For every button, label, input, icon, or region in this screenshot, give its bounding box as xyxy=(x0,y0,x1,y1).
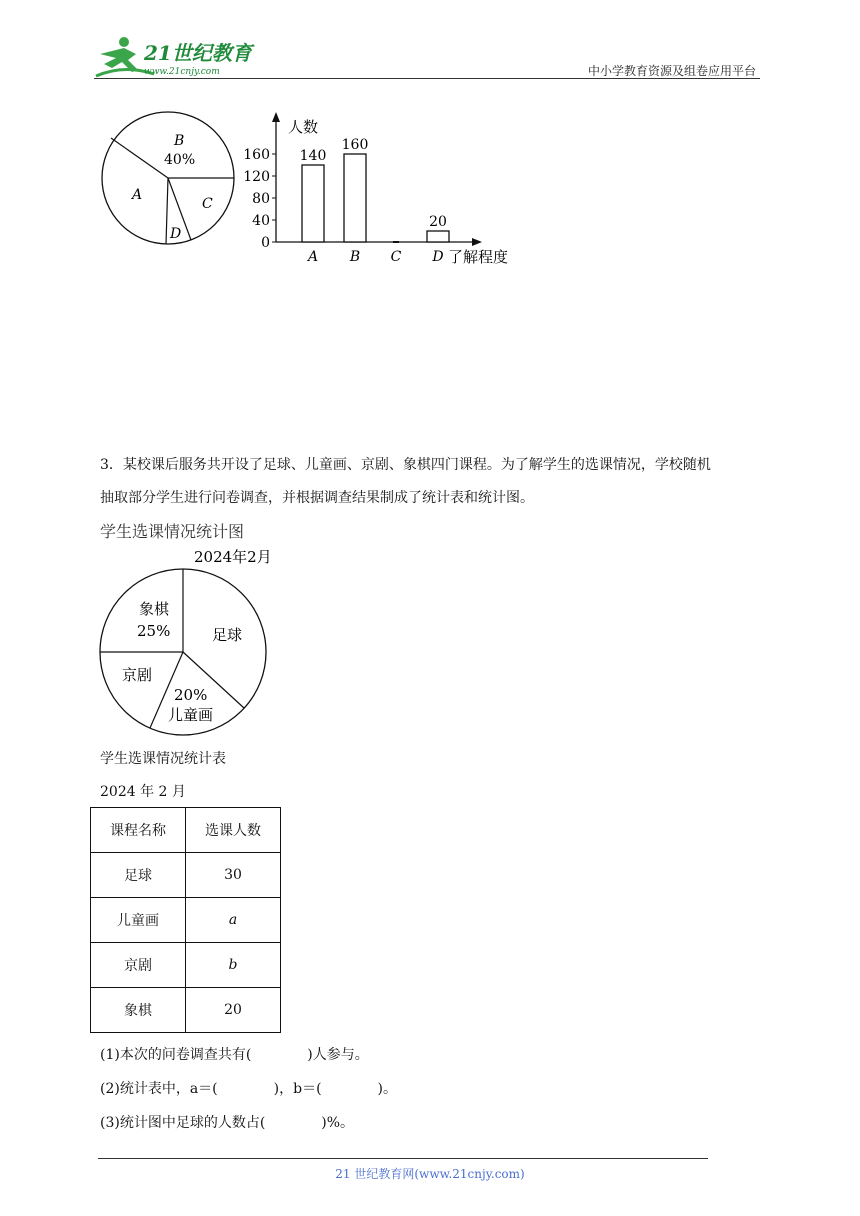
sub-question-3: (3)统计图中足球的人数占( )%。 xyxy=(100,1115,355,1131)
bar-a xyxy=(302,165,324,242)
bar-value-label: 140 xyxy=(299,148,327,164)
table-cell: a xyxy=(186,898,281,943)
course-pie-chart xyxy=(96,540,276,740)
header-divider xyxy=(94,78,760,79)
table-row xyxy=(91,853,281,898)
slice-label-a: A xyxy=(132,187,143,203)
table-cell: 儿童画 xyxy=(91,898,186,943)
table-row xyxy=(91,943,281,988)
footer-divider xyxy=(98,1158,708,1159)
y-tick-label: 40 xyxy=(252,213,270,229)
slice-pct-xiangqi: 25% xyxy=(137,622,171,640)
table-row xyxy=(91,988,281,1033)
slice-label-ertonghua: 儿童画 xyxy=(168,706,214,724)
question-3-line1: 3．某校课后服务共开设了足球、儿童画、京剧、象棋四门课程。为了解学生的选课情况，学校随机 xyxy=(100,457,711,473)
sub-question-2: (2)统计表中，a＝( )，b＝( )。 xyxy=(100,1081,397,1097)
x-tick-label: C xyxy=(390,249,402,265)
logo-text: 21世纪教育 xyxy=(144,41,252,65)
table-title: 学生选课情况统计表 xyxy=(100,751,226,767)
pie-divider xyxy=(111,138,168,178)
table-date: 2024 年 2 月 xyxy=(100,784,186,800)
table-cell: 京剧 xyxy=(91,943,186,988)
y-tick-label: 0 xyxy=(261,235,270,251)
logo-url: www.21cnjy.com xyxy=(144,67,220,77)
y-tick-label: 120 xyxy=(243,169,270,185)
y-axis-label: 人数 xyxy=(288,118,319,136)
bar-d xyxy=(427,231,449,242)
x-tick-label: A xyxy=(307,249,319,265)
table-cell: b xyxy=(186,943,281,988)
course-stats-table xyxy=(90,807,281,1033)
table-header-cell: 选课人数 xyxy=(186,808,281,853)
chart-title: 学生选课情况统计图 xyxy=(100,522,245,541)
table-cell: 足球 xyxy=(91,853,186,898)
sub-question-1: (1)本次的问卷调查共有( )人参与。 xyxy=(100,1047,369,1063)
x-tick-label: B xyxy=(349,249,361,265)
bar-value-label: 20 xyxy=(429,214,447,230)
slice-label-xiangqi: 象棋 xyxy=(139,600,170,618)
x-axis-label: 了解程度 xyxy=(448,248,509,266)
x-axis-arrow-icon xyxy=(472,238,482,246)
slice-label-b: B xyxy=(174,133,185,149)
x-tick-label: D xyxy=(432,249,444,265)
slice-pct-ertonghua: 20% xyxy=(174,686,208,704)
slice-label-c: C xyxy=(202,196,213,212)
table-row xyxy=(91,898,281,943)
footer-text: 21 世纪教育网(www.21cnjy.com) xyxy=(335,1167,525,1181)
y-axis-arrow-icon xyxy=(272,112,280,122)
table-header-row xyxy=(91,808,281,853)
platform-name: 中小学教育资源及组卷应用平台 xyxy=(587,64,756,78)
table-cell: 象棋 xyxy=(91,988,186,1033)
table-cell: 20 xyxy=(186,988,281,1033)
pie-chart-abcd xyxy=(96,110,246,250)
slice-label-d: D xyxy=(170,226,182,242)
bar-value-label: 160 xyxy=(341,137,369,153)
table-header-cell: 课程名称 xyxy=(91,808,186,853)
y-tick-label: 160 xyxy=(243,147,270,163)
pie-divider xyxy=(166,178,168,244)
pie-date: 2024年2月 xyxy=(194,548,272,566)
question-3-line2: 抽取部分学生进行问卷调查，并根据调查结果制成了统计表和统计图。 xyxy=(100,490,534,506)
table-cell: 30 xyxy=(186,853,281,898)
y-tick-label: 80 xyxy=(252,191,270,207)
slice-label-jingju: 京剧 xyxy=(122,666,153,684)
site-logo xyxy=(94,34,264,80)
bar-chart-understanding xyxy=(243,112,528,272)
bar-b xyxy=(344,154,366,242)
slice-pct-b: 40% xyxy=(164,152,196,168)
slice-label-zuqiu: 足球 xyxy=(212,626,243,644)
